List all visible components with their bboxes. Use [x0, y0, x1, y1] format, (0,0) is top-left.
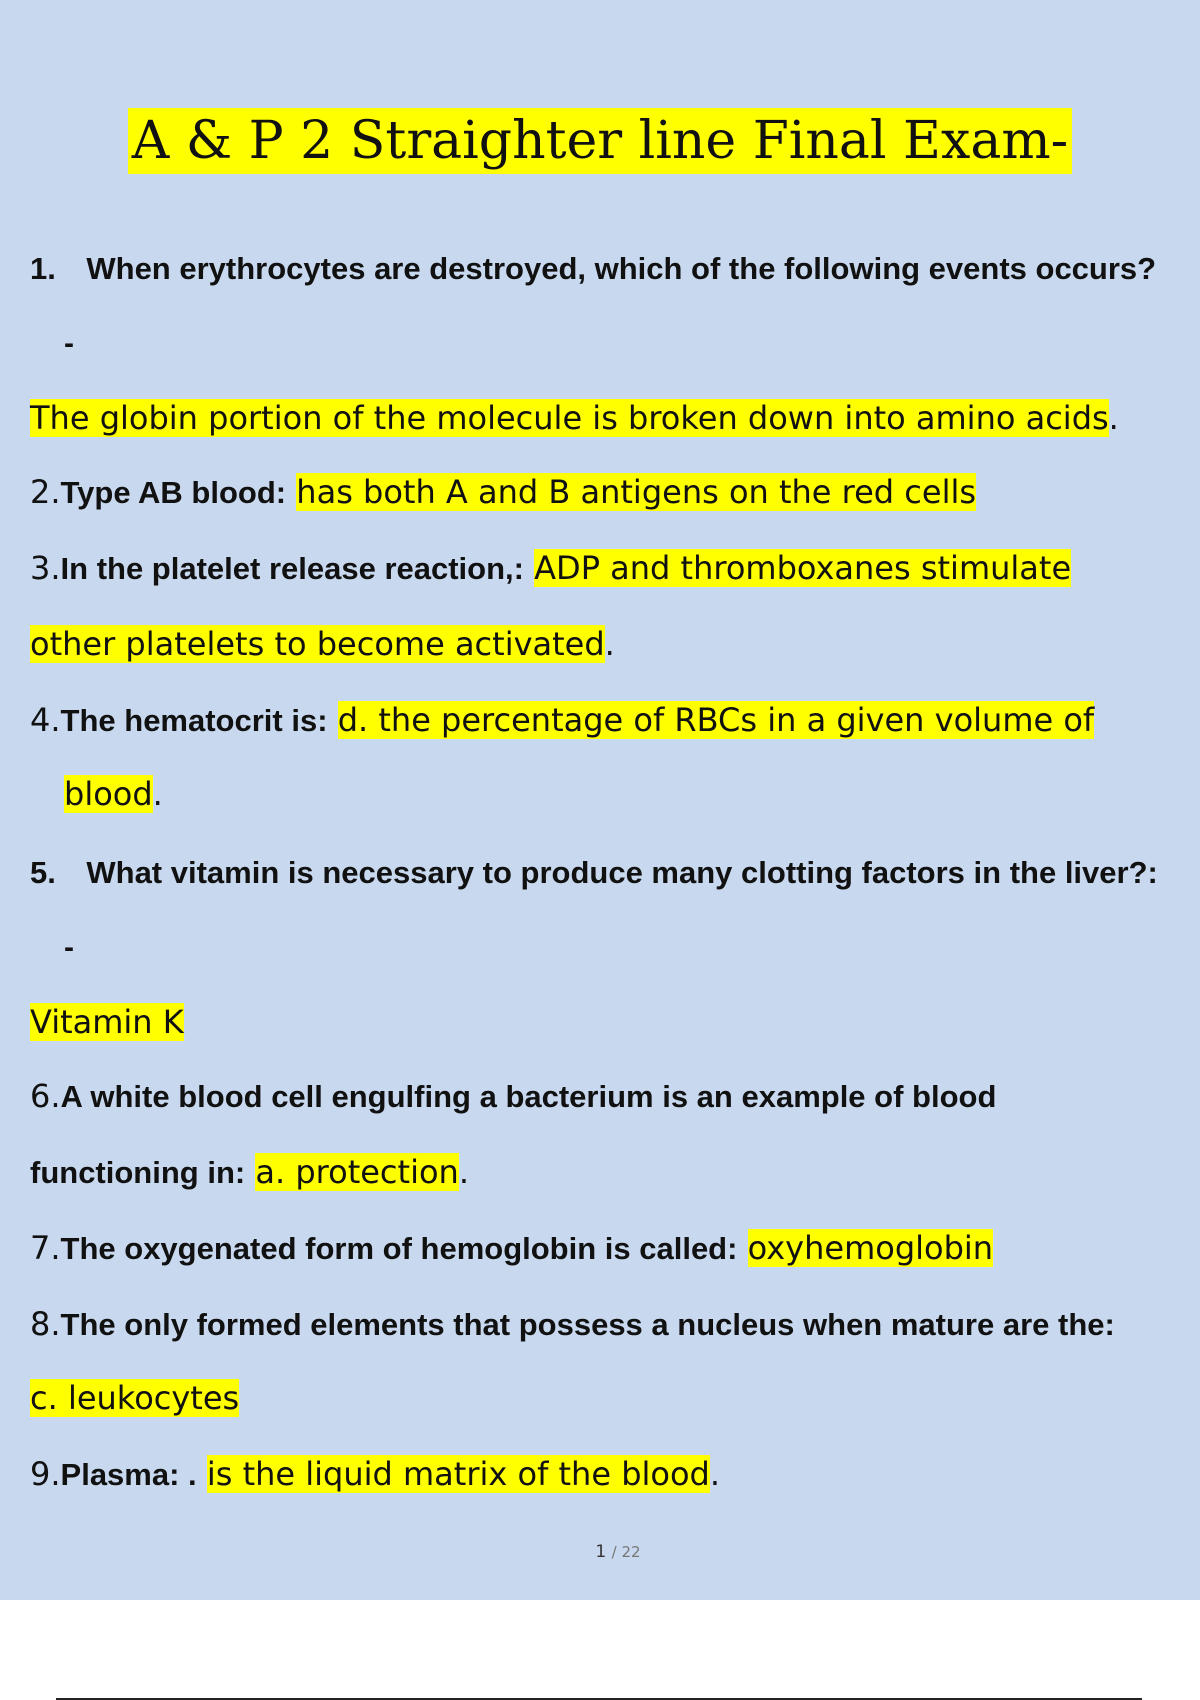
question-number: 8.	[30, 1305, 61, 1343]
question-number: 1.	[30, 251, 56, 286]
highlighted-answer: Vitamin K	[30, 1003, 184, 1041]
question-number: 9.	[30, 1455, 61, 1493]
answer-period: .	[458, 1153, 469, 1191]
dash-marker: -	[64, 327, 74, 360]
question-9	[30, 1452, 720, 1497]
dash-marker: -	[64, 931, 74, 964]
page-indicator	[0, 1542, 1200, 1562]
highlighted-answer: other platelets to become activated	[30, 625, 605, 663]
highlighted-answer: is the liquid matrix of the blood	[206, 1455, 710, 1493]
question-text: functioning in:	[30, 1155, 246, 1190]
answer-3-continued	[30, 622, 615, 666]
question-text: The hematocrit is:	[60, 703, 328, 738]
page-total: / 22	[611, 1543, 641, 1561]
question-text: Plasma: .	[60, 1457, 197, 1492]
question-3	[30, 546, 1071, 591]
highlighted-answer: has both A and B antigens on the red cells	[296, 473, 977, 511]
question-number: 7.	[30, 1229, 61, 1267]
question-4	[30, 698, 1094, 743]
highlighted-answer: d. the percentage of RBCs in a given volume of	[337, 701, 1095, 739]
question-8	[30, 1302, 1115, 1347]
answer-period: .	[1108, 399, 1119, 437]
question-text: When erythrocytes are destroyed, which of the following events occurs?	[86, 251, 1157, 286]
page-title: A & P 2 Straighter line Final Exam-	[128, 108, 1072, 174]
question-6	[30, 1074, 996, 1119]
question-2	[30, 470, 976, 515]
highlighted-answer: ADP and thromboxanes stimulate	[534, 549, 1072, 587]
question-text: The only formed elements that possess a nucleus when mature are the:	[60, 1307, 1115, 1342]
question-number: 2.	[30, 473, 61, 511]
question-text: The oxygenated form of hemoglobin is called:	[60, 1231, 738, 1266]
highlighted-answer: oxyhemoglobin	[747, 1229, 994, 1267]
answer-period: .	[604, 625, 615, 663]
highlighted-answer: blood	[64, 775, 153, 813]
page-current: 1	[595, 1542, 607, 1562]
question-1	[30, 246, 1156, 291]
answer-period: .	[152, 775, 163, 813]
answer-5	[30, 1000, 184, 1044]
question-5	[30, 850, 1158, 895]
title-wrap	[0, 108, 1200, 174]
answer-period: .	[709, 1455, 721, 1493]
question-7	[30, 1226, 993, 1271]
question-6-continued	[30, 1150, 469, 1195]
answer-1	[30, 396, 1119, 440]
question-number: 6.	[30, 1077, 61, 1115]
answer-8	[30, 1376, 239, 1420]
question-text: In the platelet release reaction,:	[60, 551, 524, 586]
answer-4-continued	[64, 772, 163, 816]
question-text: A white blood cell engulfing a bacterium is an example of blood	[60, 1079, 997, 1114]
highlighted-answer: c. leukocytes	[30, 1379, 240, 1417]
question-number: 5.	[30, 855, 56, 890]
question-text: Type AB blood:	[60, 475, 287, 510]
highlighted-answer: a. protection	[255, 1153, 459, 1191]
highlighted-answer: The globin portion of the molecule is broken down into amino acids	[30, 399, 1109, 437]
question-number: 4.	[30, 701, 61, 739]
question-number: 3.	[30, 549, 61, 587]
question-text: What vitamin is necessary to produce many clotting factors in the liver?:	[86, 855, 1158, 890]
